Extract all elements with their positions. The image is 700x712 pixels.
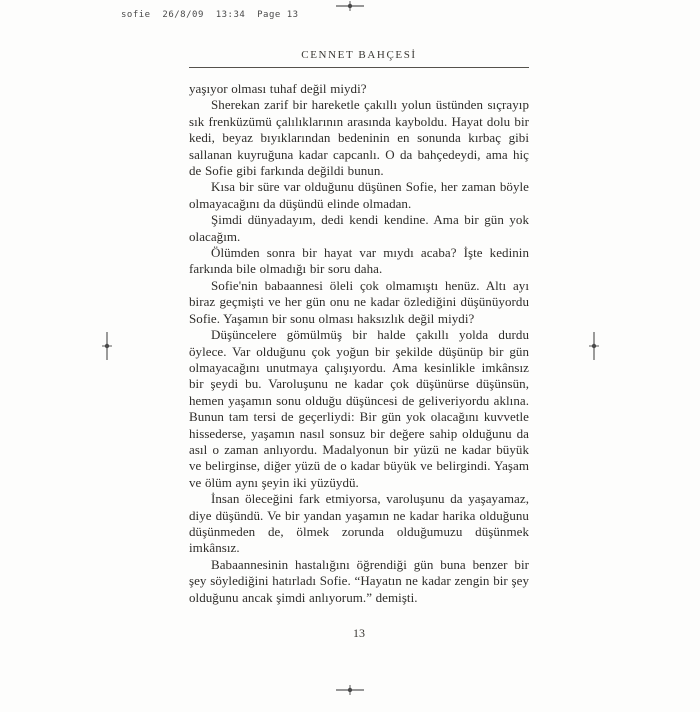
registration-mark-top-icon bbox=[333, 0, 367, 23]
title-rule bbox=[189, 67, 529, 68]
body-paragraph: Sofie'nin babaannesi öleli çok olmamıştı henüz. Altı ayı biraz geçmişti ve her gün onu ne kadar özlediğini düşünüyordu Sofie. Yaşamın bir sonu olması haksızlık değil miydi? bbox=[189, 277, 529, 326]
page-number: 13 bbox=[353, 626, 365, 640]
body-paragraph: Babaannesinin hastalığını öğrendiği gün buna benzer bir şey söylediğini hatırladı Sofie. “Hayatın ne kadar zengin bir şey olduğunu ancak şimdi anlıyorum.” demişti. bbox=[189, 556, 529, 605]
printer-proof-slug: sofie 26/8/09 13:34 Page 13 bbox=[121, 10, 299, 20]
body-paragraph: yaşıyor olması tuhaf değil miydi? bbox=[189, 81, 367, 96]
registration-mark-left-icon bbox=[90, 329, 124, 363]
registration-mark-right-icon bbox=[577, 329, 611, 363]
body-paragraph: Düşüncelere gömülmüş bir halde çakıllı yolda durdu öylece. Var olduğunu çok yoğun bir şekilde düşünüp bir gün olmayacağını unutmaya çalışıyordu. Ama kesinlikle imkânsız bir şeydi bu. Varoluşunu ne kadar çok düşünürse düşünsün, hemen yaşamın sonu olduğu düşüncesi de geliveriyordu aklına. Bunun tam tersi de geçerliydi: Bir gün yok olacağını kuvvetle hissederse, yaşamın nasıl sonsuz bir değere sahip olduğunu da asıl o zaman anlıyordu. Madalyonun bir yüzü ne kadar büyük ve belirginse, diğer yüzü de o kadar büyük ve belirgindi. Yaşam ve ölüm aynı şeyin iki yüzüydü. bbox=[189, 327, 529, 490]
registration-mark-bottom-icon bbox=[333, 673, 367, 707]
body-paragraph: Kısa bir süre var olduğunu düşünen Sofie, her zaman böyle olmayacağını da düşündü elinde olmadan. bbox=[189, 179, 529, 211]
chapter-running-title: CENNET BAHÇESİ bbox=[301, 49, 417, 61]
body-paragraph: İnsan öleceğini fark etmiyorsa, varoluşunu da yaşayamaz, diye düşündü. Ve bir yandan yaşamın ne kadar harika olduğunu düşünmeden de, ölmek zorunda olduğumuzu düşünmek imkânsız. bbox=[189, 491, 529, 556]
body-text bbox=[189, 81, 529, 606]
body-paragraph: Ölümden sonra bir hayat var mıydı acaba? İşte kedinin farkında bile olmadığı bir soru daha. bbox=[189, 245, 529, 277]
body-paragraph: Şimdi dünyadayım, dedi kendi kendine. Ama bir gün yok olacağım. bbox=[189, 212, 529, 244]
body-paragraph: Sherekan zarif bir hareketle çakıllı yolun üstünden sıçrayıp sık frenküzümü çalılıklarının arasında kayboldu. Hayat dolu bir kedi, beyaz bıyıklarından bedeninin en sonunda kırbaç gibi sallanan kuyruğuna kadar capcanlı. O da bahçedeydi, ama hiç de Sofie gibi farkında değildi bunun. bbox=[189, 97, 529, 179]
page-text-block bbox=[189, 49, 529, 606]
